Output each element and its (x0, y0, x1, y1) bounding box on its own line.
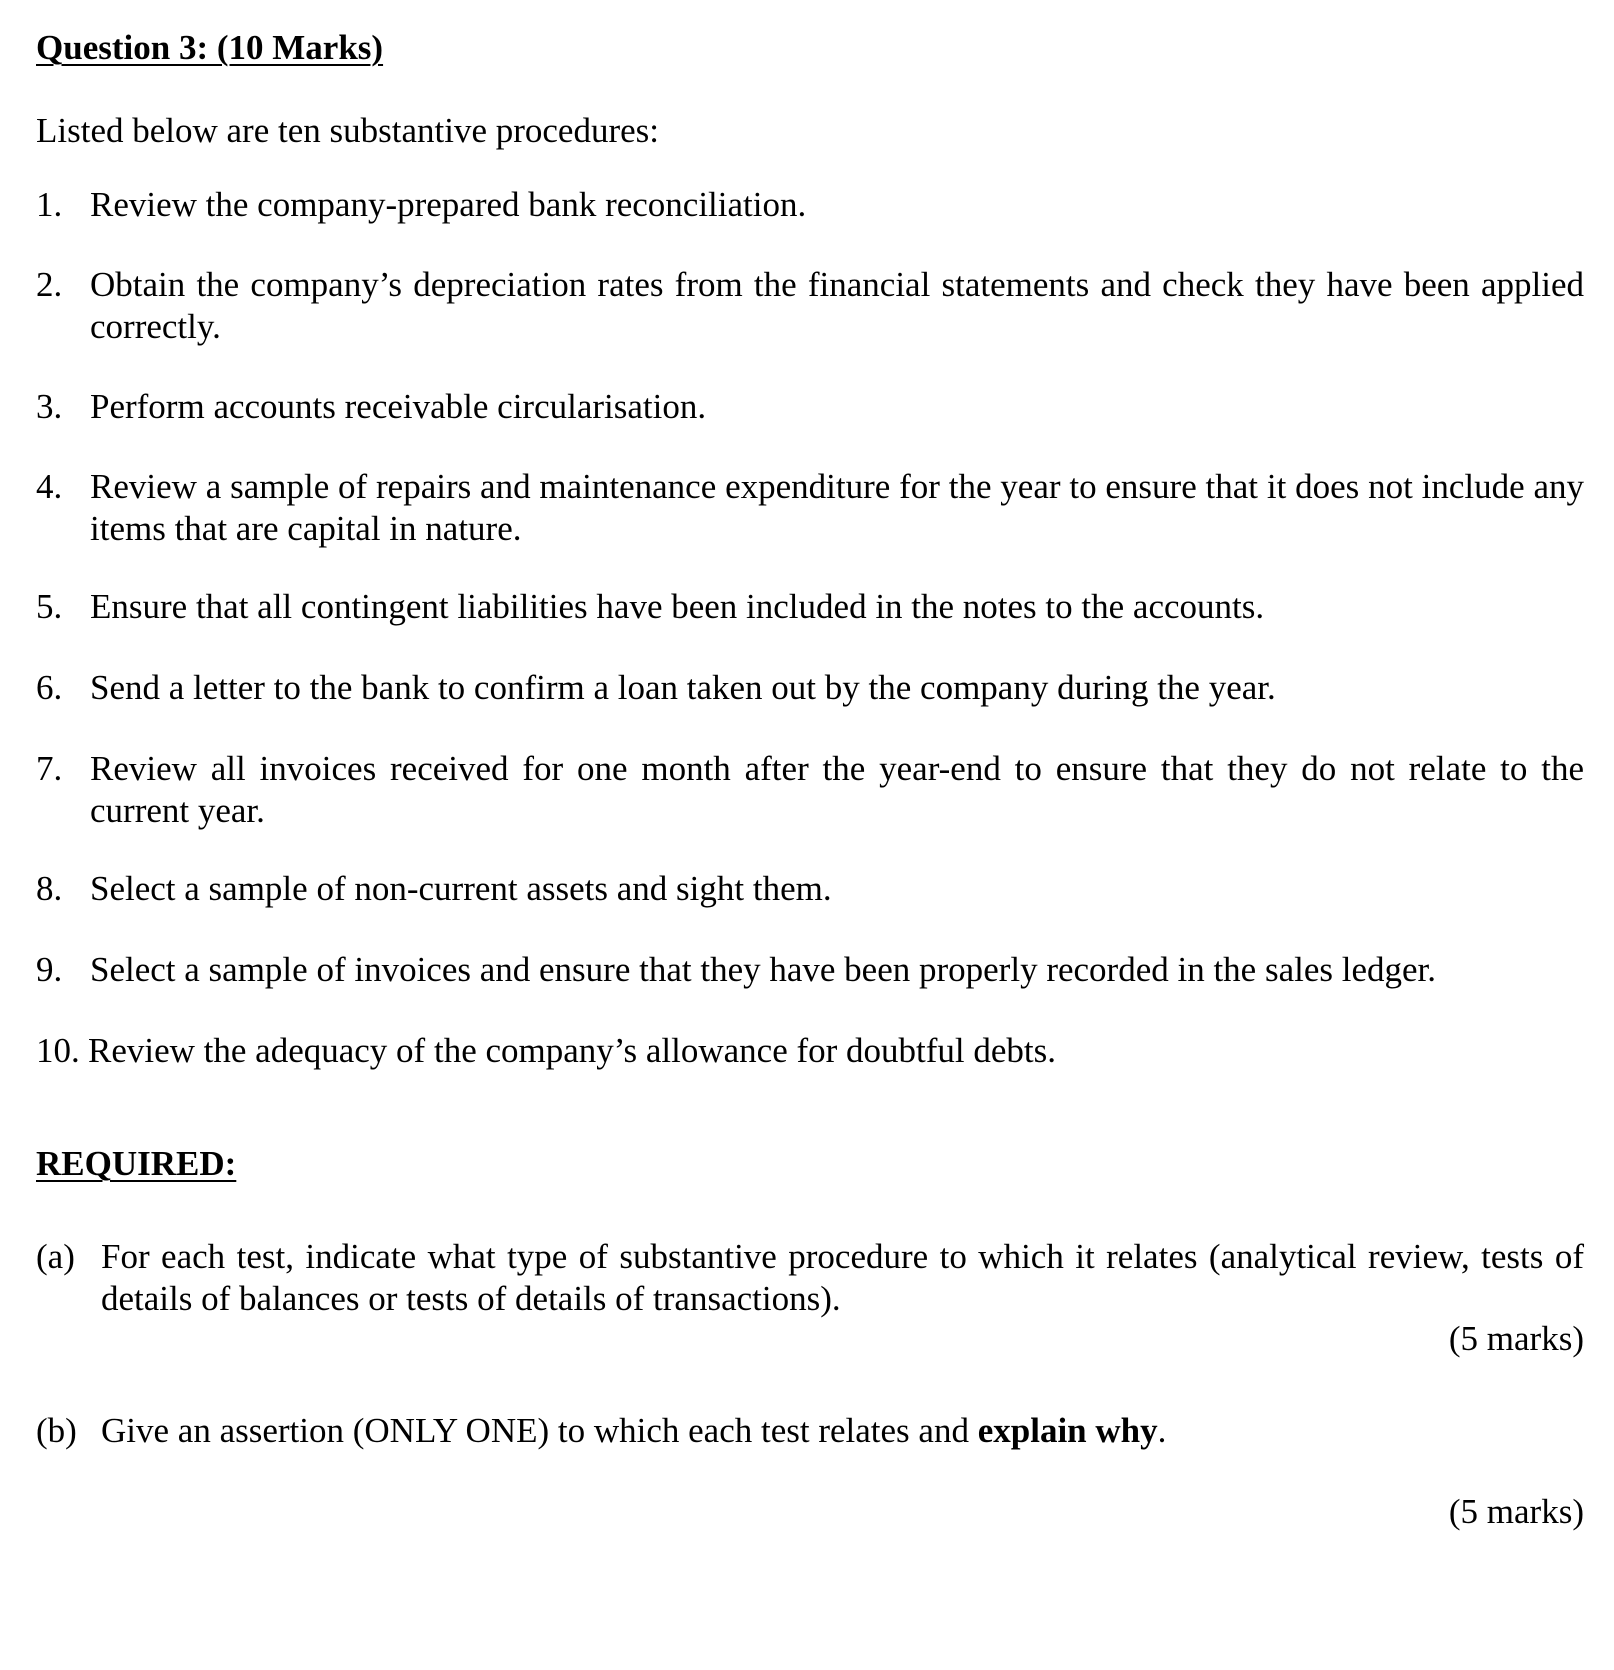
procedure-number: 5. (36, 587, 63, 626)
procedure-number: 10. (36, 1031, 80, 1070)
procedure-text: Ensure that all contingent liabilities have been included in the notes to the accounts. (90, 587, 1265, 626)
part-a-marks: (5 marks) (1448, 1319, 1584, 1358)
required-heading: REQUIRED: (36, 1144, 237, 1183)
part-text-plain: Give an assertion (ONLY ONE) to which each test relates and (101, 1411, 978, 1450)
part-text-bold: explain why (977, 1411, 1158, 1450)
procedure-text: Perform accounts receivable circularisation. (90, 387, 707, 426)
procedure-text: Select a sample of invoices and ensure that they have been properly recorded in the sales ledger. (90, 950, 1437, 989)
procedure-text: Review the company-prepared bank reconciliation. (90, 185, 807, 224)
procedure-text: Review the adequacy of the company’s allowance for doubtful debts. (88, 1031, 1057, 1070)
part-label: (b) (36, 1411, 77, 1450)
part-text (101, 1410, 1584, 1452)
part-label: (a) (36, 1237, 75, 1276)
procedure-number: 4. (36, 467, 63, 506)
procedure-number: 8. (36, 869, 63, 908)
question-heading: Question 3: (10 Marks) (36, 28, 384, 67)
procedure-number: 3. (36, 387, 63, 426)
procedure-number: 1. (36, 185, 63, 224)
procedure-number: 9. (36, 950, 63, 989)
procedure-number: 2. (36, 265, 63, 304)
intro-text: Listed below are ten substantive procedures: (36, 111, 659, 150)
procedure-number: 7. (36, 749, 63, 788)
part-text: For each test, indicate what type of substantive procedure to which it relates (analytical review, tests of details of balances or tests of details of transactions). (101, 1237, 1584, 1318)
procedure-number: 6. (36, 668, 63, 707)
part-b-marks: (5 marks) (1448, 1492, 1584, 1531)
procedure-text: Select a sample of non-current assets and sight them. (90, 869, 832, 908)
procedure-text: Review a sample of repairs and maintenance expenditure for the year to ensure that it does not include any items that are capital in nature. (90, 467, 1584, 548)
procedure-text: Obtain the company’s depreciation rates from the financial statements and check they have been applied correctly. (90, 265, 1584, 346)
procedure-text: Send a letter to the bank to confirm a loan taken out by the company during the year. (90, 668, 1276, 707)
procedure-text: Review all invoices received for one month after the year-end to ensure that they do not relate to the current year. (90, 749, 1584, 830)
part-text-end: . (1157, 1411, 1167, 1450)
